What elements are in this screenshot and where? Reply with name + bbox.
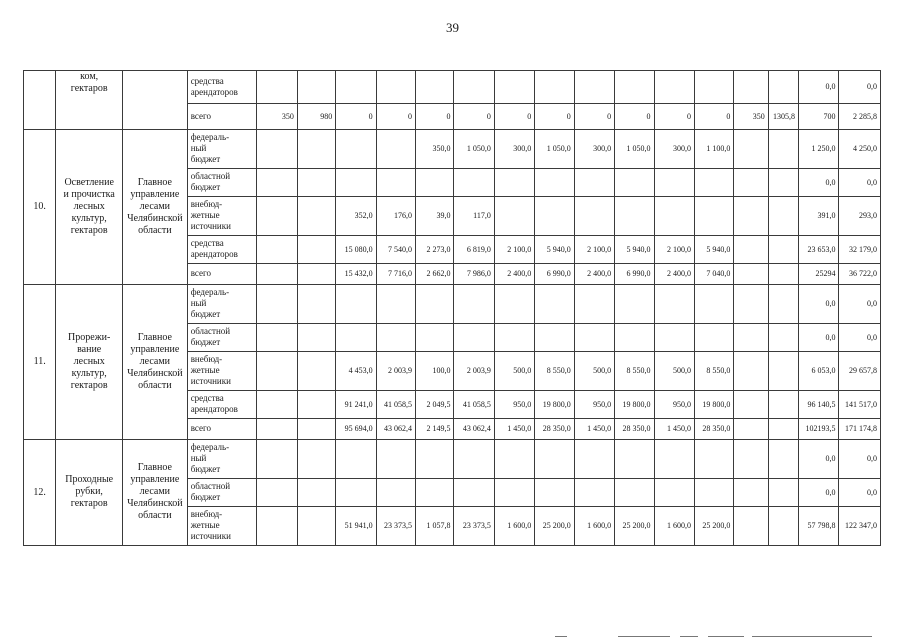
value-cell: 0,0 bbox=[799, 71, 839, 104]
value-cell bbox=[416, 71, 454, 104]
executor: Главное управление лесами Челябинской области bbox=[123, 284, 188, 439]
value-cell: 32 179,0 bbox=[839, 235, 881, 263]
value-cell bbox=[257, 71, 297, 104]
value-cell: 7 716,0 bbox=[376, 263, 415, 284]
funding-source: федераль- ный бюджет bbox=[187, 439, 257, 478]
value-cell: 6 990,0 bbox=[615, 263, 654, 284]
value-cell: 15 432,0 bbox=[336, 263, 376, 284]
value-cell: 5 940,0 bbox=[535, 235, 574, 263]
value-cell: 1 050,0 bbox=[535, 129, 574, 168]
value-cell: 8 550,0 bbox=[535, 351, 574, 390]
value-cell bbox=[257, 235, 297, 263]
row-index: 11. bbox=[24, 284, 56, 439]
value-cell bbox=[454, 168, 494, 196]
value-cell bbox=[257, 351, 297, 390]
value-cell: 141 517,0 bbox=[839, 390, 881, 418]
row-index: 10. bbox=[24, 129, 56, 284]
value-cell: 2 400,0 bbox=[494, 263, 534, 284]
value-cell bbox=[768, 419, 798, 440]
value-cell bbox=[297, 263, 335, 284]
table-row bbox=[24, 71, 881, 104]
value-cell: 2 003,9 bbox=[454, 351, 494, 390]
value-cell: 41 058,5 bbox=[454, 390, 494, 418]
value-cell bbox=[454, 284, 494, 323]
value-cell bbox=[454, 71, 494, 104]
value-cell: 1 450,0 bbox=[574, 419, 614, 440]
value-cell bbox=[297, 390, 335, 418]
value-cell bbox=[494, 284, 534, 323]
value-cell: 15 080,0 bbox=[336, 235, 376, 263]
funding-source: внебюд- жетные источники bbox=[187, 506, 257, 545]
value-cell bbox=[768, 263, 798, 284]
executor: Главное управление лесами Челябинской области bbox=[123, 439, 188, 545]
value-cell: 0,0 bbox=[839, 323, 881, 351]
value-cell: 43 062,4 bbox=[376, 419, 415, 440]
value-cell: 28 350,0 bbox=[694, 419, 733, 440]
value-cell: 2 149,5 bbox=[416, 419, 454, 440]
value-cell: 1 450,0 bbox=[494, 419, 534, 440]
value-cell bbox=[768, 351, 798, 390]
value-cell: 96 140,5 bbox=[799, 390, 839, 418]
value-cell: 117,0 bbox=[454, 196, 494, 235]
value-cell bbox=[654, 196, 694, 235]
executor bbox=[123, 71, 188, 130]
value-cell: 2 273,0 bbox=[416, 235, 454, 263]
value-cell bbox=[416, 323, 454, 351]
value-cell: 43 062,4 bbox=[454, 419, 494, 440]
footer-rule-4 bbox=[708, 636, 744, 637]
value-cell bbox=[454, 439, 494, 478]
value-cell: 39,0 bbox=[416, 196, 454, 235]
value-cell bbox=[257, 506, 297, 545]
table-row bbox=[24, 284, 881, 323]
value-cell: 102193,5 bbox=[799, 419, 839, 440]
value-cell bbox=[257, 168, 297, 196]
value-cell bbox=[535, 439, 574, 478]
value-cell bbox=[768, 284, 798, 323]
value-cell bbox=[734, 323, 768, 351]
value-cell: 350 bbox=[734, 103, 768, 129]
value-cell bbox=[297, 351, 335, 390]
value-cell: 1 057,8 bbox=[416, 506, 454, 545]
value-cell bbox=[454, 478, 494, 506]
value-cell bbox=[336, 168, 376, 196]
value-cell bbox=[416, 168, 454, 196]
value-cell bbox=[734, 71, 768, 104]
value-cell bbox=[734, 196, 768, 235]
value-cell: 350,0 bbox=[416, 129, 454, 168]
value-cell: 0,0 bbox=[839, 439, 881, 478]
value-cell bbox=[257, 439, 297, 478]
value-cell bbox=[257, 284, 297, 323]
value-cell bbox=[376, 478, 415, 506]
value-cell bbox=[297, 196, 335, 235]
value-cell: 1 050,0 bbox=[454, 129, 494, 168]
value-cell bbox=[257, 478, 297, 506]
value-cell bbox=[416, 284, 454, 323]
value-cell bbox=[734, 263, 768, 284]
value-cell: 300,0 bbox=[654, 129, 694, 168]
table-row bbox=[24, 129, 881, 168]
value-cell: 6 990,0 bbox=[535, 263, 574, 284]
value-cell: 57 798,8 bbox=[799, 506, 839, 545]
funding-source: средства арендаторов bbox=[187, 71, 257, 104]
value-cell: 23 653,0 bbox=[799, 235, 839, 263]
value-cell: 6 819,0 bbox=[454, 235, 494, 263]
value-cell: 0 bbox=[574, 103, 614, 129]
value-cell: 23 373,5 bbox=[454, 506, 494, 545]
value-cell bbox=[694, 196, 733, 235]
value-cell bbox=[574, 196, 614, 235]
value-cell bbox=[336, 71, 376, 104]
value-cell bbox=[376, 284, 415, 323]
value-cell: 0 bbox=[416, 103, 454, 129]
value-cell: 1 250,0 bbox=[799, 129, 839, 168]
value-cell bbox=[257, 390, 297, 418]
value-cell bbox=[615, 439, 654, 478]
value-cell: 1 100,0 bbox=[694, 129, 733, 168]
value-cell: 950,0 bbox=[574, 390, 614, 418]
row-index bbox=[24, 71, 56, 130]
value-cell bbox=[297, 419, 335, 440]
value-cell: 950,0 bbox=[494, 390, 534, 418]
value-cell bbox=[654, 439, 694, 478]
value-cell: 4 250,0 bbox=[839, 129, 881, 168]
value-cell: 51 941,0 bbox=[336, 506, 376, 545]
value-cell: 28 350,0 bbox=[615, 419, 654, 440]
value-cell: 19 800,0 bbox=[694, 390, 733, 418]
value-cell bbox=[734, 419, 768, 440]
value-cell bbox=[768, 129, 798, 168]
value-cell bbox=[654, 284, 694, 323]
value-cell bbox=[734, 284, 768, 323]
value-cell: 0,0 bbox=[839, 168, 881, 196]
value-cell: 1305,8 bbox=[768, 103, 798, 129]
footer-rule-2 bbox=[618, 636, 670, 637]
value-cell: 391,0 bbox=[799, 196, 839, 235]
value-cell bbox=[654, 71, 694, 104]
value-cell: 2 100,0 bbox=[574, 235, 614, 263]
value-cell bbox=[768, 71, 798, 104]
value-cell bbox=[694, 323, 733, 351]
value-cell bbox=[535, 478, 574, 506]
value-cell bbox=[297, 439, 335, 478]
value-cell: 122 347,0 bbox=[839, 506, 881, 545]
value-cell: 2 400,0 bbox=[654, 263, 694, 284]
value-cell bbox=[694, 439, 733, 478]
row-index: 12. bbox=[24, 439, 56, 545]
value-cell: 23 373,5 bbox=[376, 506, 415, 545]
value-cell bbox=[535, 168, 574, 196]
footer-rule-1 bbox=[555, 636, 567, 637]
value-cell: 293,0 bbox=[839, 196, 881, 235]
activity-name: Проходные рубки, гектаров bbox=[56, 439, 123, 545]
value-cell bbox=[694, 71, 733, 104]
value-cell bbox=[768, 235, 798, 263]
value-cell: 500,0 bbox=[494, 351, 534, 390]
value-cell bbox=[257, 196, 297, 235]
value-cell: 0,0 bbox=[799, 439, 839, 478]
value-cell: 300,0 bbox=[494, 129, 534, 168]
value-cell bbox=[297, 129, 335, 168]
value-cell bbox=[297, 284, 335, 323]
value-cell: 7 986,0 bbox=[454, 263, 494, 284]
value-cell bbox=[535, 71, 574, 104]
value-cell bbox=[734, 390, 768, 418]
activity-name: ком, гектаров bbox=[56, 71, 123, 130]
value-cell: 2 100,0 bbox=[654, 235, 694, 263]
table-row bbox=[24, 439, 881, 478]
value-cell bbox=[574, 478, 614, 506]
value-cell: 0 bbox=[336, 103, 376, 129]
value-cell: 0,0 bbox=[839, 478, 881, 506]
value-cell bbox=[734, 478, 768, 506]
funding-source: областной бюджет bbox=[187, 168, 257, 196]
value-cell: 2 100,0 bbox=[494, 235, 534, 263]
value-cell: 980 bbox=[297, 103, 335, 129]
value-cell bbox=[494, 323, 534, 351]
value-cell bbox=[535, 284, 574, 323]
value-cell: 6 053,0 bbox=[799, 351, 839, 390]
footer-rule-5 bbox=[752, 636, 872, 637]
value-cell bbox=[734, 235, 768, 263]
value-cell: 2 285,8 bbox=[839, 103, 881, 129]
value-cell: 1 600,0 bbox=[494, 506, 534, 545]
value-cell bbox=[694, 478, 733, 506]
value-cell bbox=[494, 168, 534, 196]
value-cell: 2 662,0 bbox=[416, 263, 454, 284]
value-cell: 19 800,0 bbox=[615, 390, 654, 418]
value-cell bbox=[574, 439, 614, 478]
value-cell: 1 600,0 bbox=[574, 506, 614, 545]
value-cell bbox=[494, 71, 534, 104]
value-cell: 0 bbox=[376, 103, 415, 129]
value-cell bbox=[574, 323, 614, 351]
value-cell: 176,0 bbox=[376, 196, 415, 235]
value-cell bbox=[768, 390, 798, 418]
value-cell bbox=[734, 439, 768, 478]
value-cell: 2 049,5 bbox=[416, 390, 454, 418]
value-cell bbox=[416, 439, 454, 478]
value-cell: 2 003,9 bbox=[376, 351, 415, 390]
value-cell: 1 600,0 bbox=[654, 506, 694, 545]
value-cell: 0 bbox=[694, 103, 733, 129]
value-cell bbox=[734, 129, 768, 168]
value-cell bbox=[615, 478, 654, 506]
value-cell: 0,0 bbox=[799, 323, 839, 351]
value-cell: 0 bbox=[454, 103, 494, 129]
value-cell: 5 940,0 bbox=[694, 235, 733, 263]
value-cell: 700 bbox=[799, 103, 839, 129]
value-cell bbox=[336, 478, 376, 506]
funding-source: внебюд- жетные источники bbox=[187, 196, 257, 235]
value-cell bbox=[376, 323, 415, 351]
value-cell bbox=[297, 235, 335, 263]
value-cell bbox=[574, 71, 614, 104]
value-cell bbox=[297, 478, 335, 506]
value-cell: 0 bbox=[654, 103, 694, 129]
value-cell bbox=[768, 323, 798, 351]
footer-rule-3 bbox=[680, 636, 698, 637]
value-cell: 500,0 bbox=[574, 351, 614, 390]
funding-source: всего bbox=[187, 103, 257, 129]
funding-source: федераль- ный бюджет bbox=[187, 129, 257, 168]
value-cell bbox=[297, 506, 335, 545]
value-cell: 300,0 bbox=[574, 129, 614, 168]
value-cell bbox=[297, 168, 335, 196]
value-cell bbox=[297, 323, 335, 351]
value-cell bbox=[336, 439, 376, 478]
value-cell bbox=[574, 284, 614, 323]
value-cell bbox=[768, 168, 798, 196]
funding-source: областной бюджет bbox=[187, 478, 257, 506]
value-cell bbox=[768, 506, 798, 545]
funding-source: внебюд- жетные источники bbox=[187, 351, 257, 390]
executor: Главное управление лесами Челябинской области bbox=[123, 129, 188, 284]
value-cell: 0,0 bbox=[839, 71, 881, 104]
page-number: 39 bbox=[446, 20, 459, 35]
value-cell: 25294 bbox=[799, 263, 839, 284]
value-cell: 500,0 bbox=[654, 351, 694, 390]
value-cell: 100,0 bbox=[416, 351, 454, 390]
value-cell: 950,0 bbox=[654, 390, 694, 418]
value-cell: 0 bbox=[494, 103, 534, 129]
value-cell bbox=[734, 168, 768, 196]
value-cell bbox=[654, 168, 694, 196]
value-cell bbox=[494, 439, 534, 478]
funding-source: всего bbox=[187, 419, 257, 440]
value-cell bbox=[574, 168, 614, 196]
value-cell bbox=[336, 284, 376, 323]
value-cell bbox=[535, 196, 574, 235]
value-cell bbox=[535, 323, 574, 351]
value-cell bbox=[494, 478, 534, 506]
value-cell bbox=[376, 439, 415, 478]
value-cell: 2 400,0 bbox=[574, 263, 614, 284]
value-cell bbox=[257, 263, 297, 284]
value-cell bbox=[376, 129, 415, 168]
value-cell: 171 174,8 bbox=[839, 419, 881, 440]
value-cell: 8 550,0 bbox=[615, 351, 654, 390]
value-cell: 1 050,0 bbox=[615, 129, 654, 168]
activity-name: Прорежи- вание лесных культур, гектаров bbox=[56, 284, 123, 439]
value-cell: 7 540,0 bbox=[376, 235, 415, 263]
value-cell: 4 453,0 bbox=[336, 351, 376, 390]
value-cell: 0,0 bbox=[799, 284, 839, 323]
value-cell bbox=[257, 323, 297, 351]
value-cell bbox=[694, 168, 733, 196]
value-cell bbox=[654, 323, 694, 351]
value-cell bbox=[734, 506, 768, 545]
value-cell: 29 657,8 bbox=[839, 351, 881, 390]
value-cell bbox=[768, 196, 798, 235]
value-cell: 19 800,0 bbox=[535, 390, 574, 418]
value-cell: 1 450,0 bbox=[654, 419, 694, 440]
value-cell bbox=[257, 419, 297, 440]
activity-name: Осветление и прочистка лесных культур, гектаров bbox=[56, 129, 123, 284]
value-cell bbox=[615, 323, 654, 351]
value-cell: 0,0 bbox=[799, 168, 839, 196]
value-cell bbox=[654, 478, 694, 506]
value-cell: 95 694,0 bbox=[336, 419, 376, 440]
value-cell: 5 940,0 bbox=[615, 235, 654, 263]
value-cell: 352,0 bbox=[336, 196, 376, 235]
value-cell: 25 200,0 bbox=[615, 506, 654, 545]
value-cell bbox=[454, 323, 494, 351]
funding-source: средства арендаторов bbox=[187, 235, 257, 263]
value-cell: 0,0 bbox=[839, 284, 881, 323]
value-cell: 0 bbox=[535, 103, 574, 129]
funding-source: средства арендаторов bbox=[187, 390, 257, 418]
value-cell: 91 241,0 bbox=[336, 390, 376, 418]
value-cell bbox=[615, 284, 654, 323]
value-cell bbox=[768, 478, 798, 506]
value-cell bbox=[336, 129, 376, 168]
value-cell: 36 722,0 bbox=[839, 263, 881, 284]
funding-source: всего bbox=[187, 263, 257, 284]
value-cell bbox=[336, 323, 376, 351]
funding-source: областной бюджет bbox=[187, 323, 257, 351]
value-cell: 8 550,0 bbox=[694, 351, 733, 390]
value-cell bbox=[694, 284, 733, 323]
value-cell: 0 bbox=[615, 103, 654, 129]
value-cell: 7 040,0 bbox=[694, 263, 733, 284]
value-cell: 350 bbox=[257, 103, 297, 129]
value-cell bbox=[297, 71, 335, 104]
value-cell bbox=[615, 168, 654, 196]
value-cell: 28 350,0 bbox=[535, 419, 574, 440]
value-cell bbox=[615, 196, 654, 235]
value-cell bbox=[257, 129, 297, 168]
value-cell bbox=[734, 351, 768, 390]
funding-source: федераль- ный бюджет bbox=[187, 284, 257, 323]
value-cell bbox=[768, 439, 798, 478]
value-cell bbox=[376, 168, 415, 196]
budget-table bbox=[23, 70, 881, 546]
value-cell bbox=[494, 196, 534, 235]
value-cell bbox=[615, 71, 654, 104]
value-cell: 0,0 bbox=[799, 478, 839, 506]
value-cell bbox=[376, 71, 415, 104]
value-cell: 25 200,0 bbox=[535, 506, 574, 545]
value-cell: 41 058,5 bbox=[376, 390, 415, 418]
value-cell: 25 200,0 bbox=[694, 506, 733, 545]
value-cell bbox=[416, 478, 454, 506]
